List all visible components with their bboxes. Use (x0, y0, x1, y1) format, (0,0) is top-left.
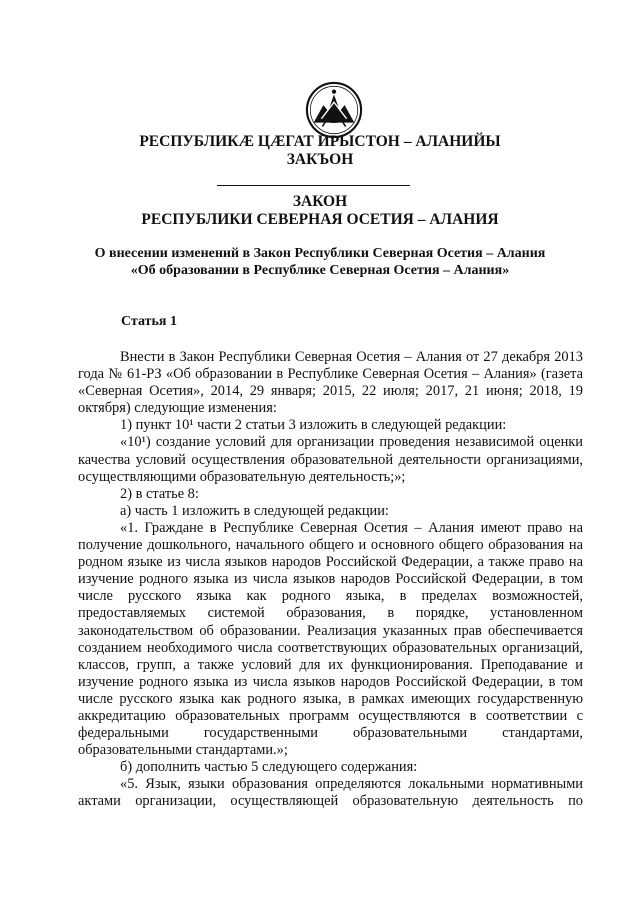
article-paragraph: 1) пункт 10¹ части 2 статьи 3 изложить в следующей редакции: (120, 417, 507, 434)
article-paragraph: «10¹) создание условий для организации проведения независимой оценки качества условий осуществления образовательной деятельности организациями, осуществляющими образовательную деятельность;»; (78, 434, 583, 485)
article-heading: Статья 1 (121, 314, 177, 329)
coat-of-arms-emblem (305, 81, 363, 139)
law-title-line-1: О внесении изменений в Закон Республики Северная Осетия – Алания (94, 246, 546, 261)
header-divider (217, 185, 410, 186)
law-title-line-2: «Об образовании в Республике Северная Осетия – Алания» (130, 263, 510, 278)
law-heading: ЗАКОН (292, 193, 348, 210)
article-paragraph: а) часть 1 изложить в следующей редакции: (120, 502, 389, 519)
article-paragraph: Внести в Закон Республики Северная Осетия – Алания от 27 декабря 2013 года № 61-РЗ «Об образовании в Республике Северная Осетия – Алания» (газета «Северная Осетия», 2014, 29 января; 2015, 22 июля; 2017, 21 июня; 2018, 19 октября) следующие изменения: (78, 349, 583, 417)
republic-name-ossetian: РЕСПУБЛИКӔ ЦӔГАТ ИРЫСТОН – АЛАНИЙЫ (139, 133, 501, 150)
republic-name-russian: РЕСПУБЛИКИ СЕВЕРНАЯ ОСЕТИЯ – АЛАНИЯ (141, 211, 499, 228)
law-heading-ossetian: ЗАКЪОН (286, 151, 354, 168)
article-paragraph: б) дополнить частью 5 следующего содержания: (120, 759, 418, 776)
article-paragraph: «1. Граждане в Республике Северная Осетия – Алания имеют право на получение дошкольного, начального общего и основного общего образования на родном языке из числа языков народов Российской Федерации, а также право на изучение родного языка из числа языков народов Российской Федерации, в том числе русского языка как родного языка, в пределах возможностей, предоставляемых системой образования, в порядке, установленном законодательством об образовании. Реализация указанных прав обеспечивается созданием необходимого числа соответствующих образовательных организаций, классов, групп, а также условий для их функционирования. Преподавание и изучение родного языка из числа языков народов Российской Федерации, в том числе русского языка как родного языка, в рамках имеющих государственную аккредитацию образовательных программ осуществляются в соответствии с федеральными государственными образовательными стандартами, образовательными стандартами.»; (78, 519, 583, 759)
article-body (78, 349, 583, 811)
article-paragraph: «5. Язык, языки образования определяются локальными нормативными актами организации, осуществляющей образовательную деятельность по (78, 776, 583, 810)
article-paragraph: 2) в статье 8: (120, 485, 199, 502)
